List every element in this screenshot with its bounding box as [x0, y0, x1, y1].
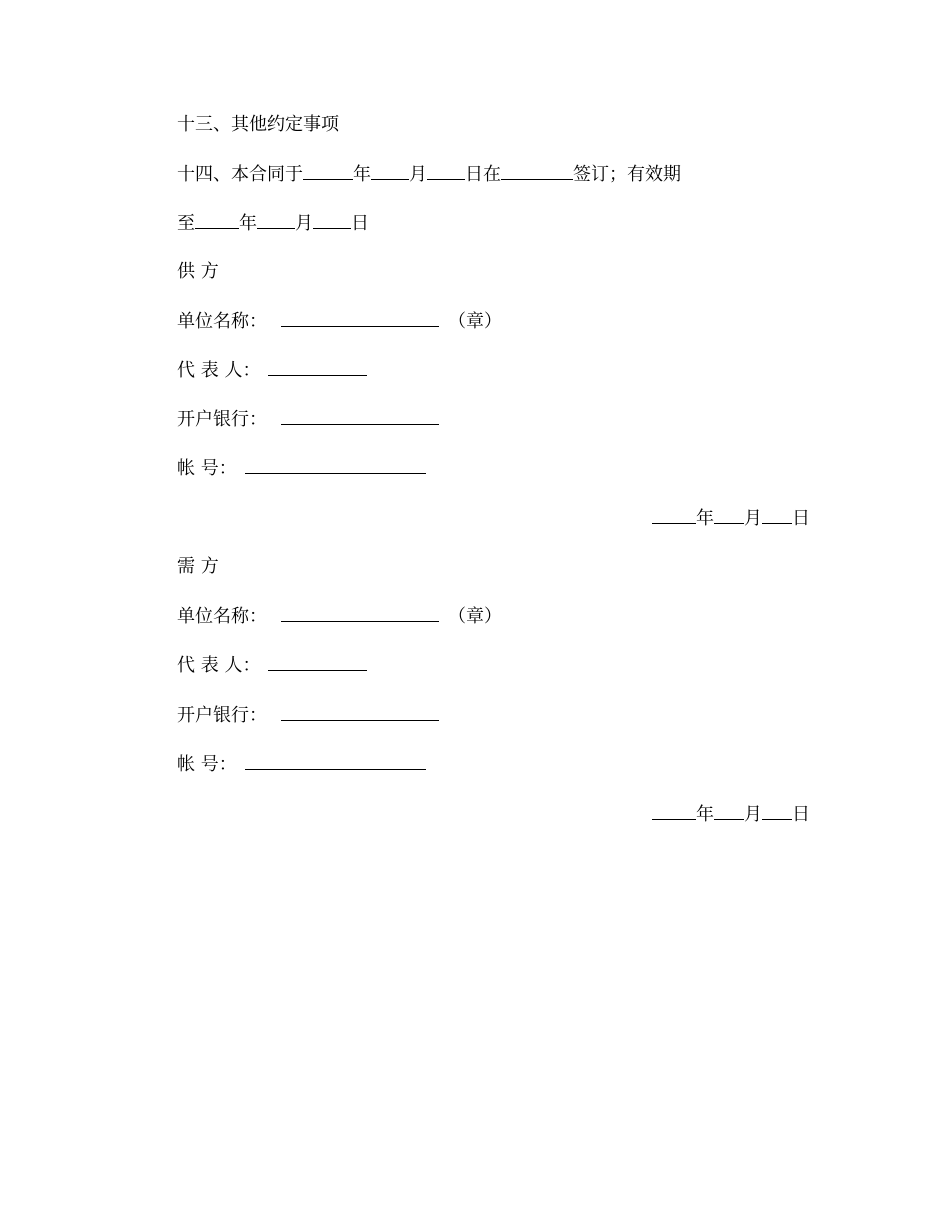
buyer-date-day-blank[interactable] — [762, 802, 792, 820]
supplier-date-month-blank[interactable] — [714, 506, 744, 524]
supplier-date-day-blank[interactable] — [762, 506, 792, 524]
validity-day-blank[interactable] — [313, 211, 351, 229]
buyer-representative-label: 代 表 人： — [177, 655, 261, 676]
supplier-unit-name-label: 单位名称： — [177, 311, 267, 332]
clause-13 — [177, 113, 339, 137]
sign-year-blank[interactable] — [303, 162, 353, 180]
sign-month-label: 月 — [409, 164, 427, 185]
buyer-unit-name-row — [177, 604, 502, 629]
supplier-date-month-label: 月 — [744, 508, 762, 529]
supplier-date-row — [652, 506, 810, 531]
buyer-heading — [177, 555, 219, 579]
supplier-representative-row — [177, 358, 367, 383]
supplier-bank-label: 开户银行： — [177, 409, 267, 430]
buyer-account-blank[interactable] — [245, 752, 426, 770]
buyer-unit-name-blank[interactable] — [281, 604, 439, 622]
supplier-bank-row — [177, 407, 439, 432]
validity-year-label: 年 — [239, 213, 257, 234]
supplier-unit-name-blank[interactable] — [281, 309, 439, 327]
buyer-date-month-label: 月 — [744, 804, 762, 825]
clause-14 — [177, 162, 681, 187]
supplier-account-label: 帐 号： — [177, 458, 237, 479]
clause-13-text: 十三、其他约定事项 — [177, 114, 339, 135]
supplier-date-year-blank[interactable] — [652, 506, 696, 524]
buyer-unit-name-label: 单位名称： — [177, 606, 267, 627]
supplier-account-row — [177, 456, 426, 481]
supplier-bank-blank[interactable] — [281, 407, 439, 425]
buyer-date-row — [652, 802, 810, 827]
validity-end-line — [177, 211, 369, 236]
validity-month-label: 月 — [295, 213, 313, 234]
sign-place-blank[interactable] — [501, 162, 573, 180]
buyer-bank-label: 开户银行： — [177, 705, 267, 726]
supplier-seal-label: （章） — [448, 311, 502, 332]
buyer-bank-blank[interactable] — [281, 703, 439, 721]
validity-year-blank[interactable] — [195, 211, 239, 229]
supplier-heading-text: 供 方 — [177, 261, 219, 282]
signed-validity-label: 签订；有效期 — [573, 164, 681, 185]
sign-day-blank[interactable] — [427, 162, 465, 180]
buyer-account-label: 帐 号： — [177, 754, 237, 775]
sign-year-label: 年 — [353, 164, 371, 185]
buyer-heading-text: 需 方 — [177, 556, 219, 577]
buyer-representative-row — [177, 653, 367, 678]
buyer-date-year-blank[interactable] — [652, 802, 696, 820]
buyer-bank-row — [177, 703, 439, 728]
sign-month-blank[interactable] — [371, 162, 409, 180]
validity-day-label: 日 — [351, 213, 369, 234]
buyer-date-day-label: 日 — [792, 804, 810, 825]
supplier-account-blank[interactable] — [245, 456, 426, 474]
supplier-unit-name-row — [177, 309, 502, 334]
sign-day-label: 日在 — [465, 164, 501, 185]
buyer-date-year-label: 年 — [696, 804, 714, 825]
supplier-date-year-label: 年 — [696, 508, 714, 529]
supplier-representative-label: 代 表 人： — [177, 360, 261, 381]
supplier-date-day-label: 日 — [792, 508, 810, 529]
validity-to-label: 至 — [177, 213, 195, 234]
supplier-representative-blank[interactable] — [268, 358, 367, 376]
validity-month-blank[interactable] — [257, 211, 295, 229]
buyer-representative-blank[interactable] — [268, 653, 367, 671]
buyer-seal-label: （章） — [448, 606, 502, 627]
supplier-heading — [177, 260, 219, 284]
buyer-date-month-blank[interactable] — [714, 802, 744, 820]
clause-14-prefix: 十四、本合同于 — [177, 164, 303, 185]
buyer-account-row — [177, 752, 426, 777]
